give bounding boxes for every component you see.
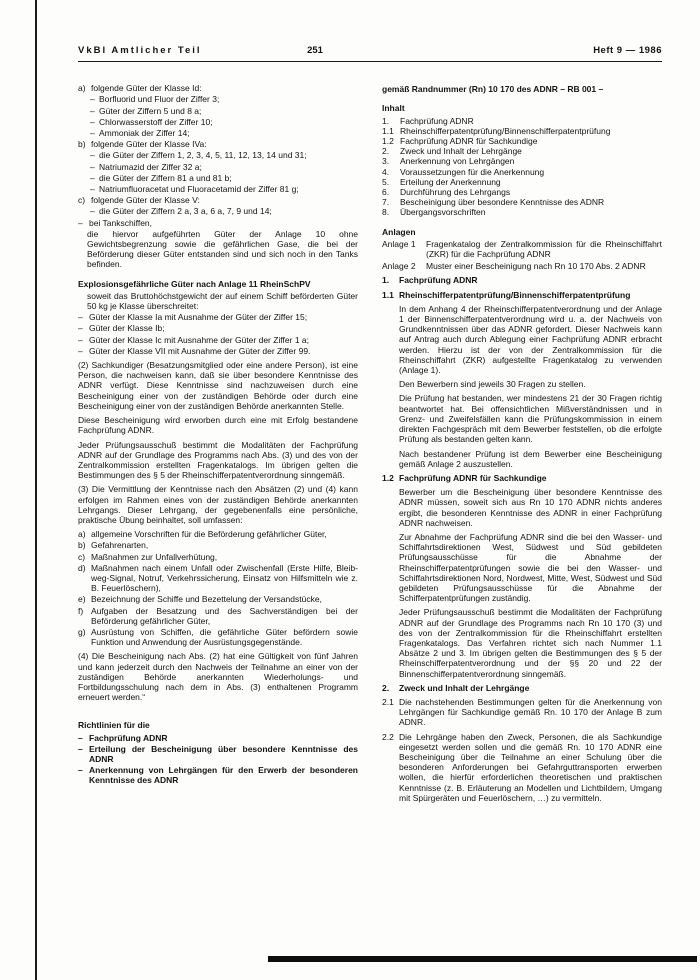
list-marker: –	[90, 94, 95, 105]
text-block	[382, 146, 662, 156]
text-block: Zur Abnahme der Fachprüfung ADNR sind die bei den Wasser- und Schiffahrtsdirektionen West, Südwest und Süd gebildeten Prüfungsausschüsse für die Abnahme der Rheinschifferpatentprüfungen sowie die bei den Wasser- und Schiffahrtsdirektionen Nord, Nordwest, Mitte, West, Südwest und Süd gebildeten Prüfungsausschüsse für die Abnahme der Schifferpatentprüfungen zuständig.	[399, 531, 662, 604]
block-text: Güter der Klasse Ib;	[89, 323, 165, 334]
block-text: Fachprüfung ADNR	[400, 115, 474, 126]
list-marker: Anlage 2	[382, 261, 416, 272]
block-text: Muster einer Bescheinigung nach Rn 10 170 Abs. 2 ADNR	[426, 261, 646, 272]
block-text: Die Lehrgänge haben den Zweck, Personen, die als Sachkundige eingesetzt werden sollen und die gemäß Rn. 10 170 ADNR eine Bescheinigung über die Teilnahme an einer Schulung über die besonderen Anforderungen bei Gefahrguttransporten erwerben wollen, die hierfür erforderlichen theoretischen und praktischen Kenntnisse (z. B. Erläuterung an Modellen und Lichtbildern, Umgang mit Spürgeräten und Feuerlöschern, …) zu vermitteln.	[399, 731, 662, 803]
text-block	[382, 207, 662, 217]
block-text: Erteilung der Bescheinigung über besondere Kenntnisse des ADNR	[89, 743, 358, 764]
text-block: Bewerber um die Bescheinigung über besondere Kenntnisse des ADNR müssen, soweit sich aus Rn 10 170 ADNR nichts anderes ergibt, die besonderen Kenntnisse des ADNR in einer Fachprüfung ADNR nachweisen.	[399, 487, 662, 528]
text-block: (4) Die Bescheinigung nach Abs. (2) hat eine Gültigkeit von fünf Jahren und kann jederzeit durch den Nachweis der Teilnahme an einer von der zuständigen Behörde anerkannten Wiederholungs- und Fortbildungsschulung nach dem in Abs. (3) enthaltenen Programm erneuert werden.“	[78, 651, 358, 703]
block-text: Güter der Klasse Ic mit Ausnahme der Güter der Ziffer 1 a;	[89, 334, 309, 345]
block-text: Gefahrenarten,	[91, 540, 149, 551]
block-text: Zweck und Inhalt der Lehrgänge	[399, 682, 530, 693]
list-marker: –	[78, 334, 83, 345]
text-block: Jeder Prüfungsausschuß bestimmt die Modalitäten der Fachprüfung ADNR auf der Grundlage des Programms nach Rn 10 170 (3) und des von der Zentralkommission für die Rheinschiffahrt erstellten Fragenkatalogs. Das Verfahren richtet sich nach Nummer 1.1 Absätze 2 und 3. Im übrigen gelten die Bestimmungen des § 5 der Rheinschifferpatentverordnung und der §§ 20 und 22 der Binnenschifferpatentverordnung sinngemäß.	[399, 607, 662, 679]
text-block	[78, 563, 358, 594]
text-block	[382, 290, 662, 300]
list-marker: –	[78, 743, 83, 754]
block-text: Aufgaben der Besatzung und des Sachverständigen bei der Beförderung gefährlicher Güter,	[91, 605, 358, 626]
list-marker: –	[78, 765, 83, 776]
text-block: Explosionsgefährliche Güter nach Anlage 11 RheinSchPV	[78, 278, 311, 289]
block-text: Voraussetzungen für die Anerkennung	[400, 166, 545, 177]
text-block	[382, 116, 662, 126]
list-marker: –	[90, 172, 95, 183]
text-block: Inhalt	[382, 103, 405, 114]
text-block	[382, 197, 662, 207]
text-block: (3) Die Vermittlung der Kenntnisse nach den Absätzen (2) und (4) kann erfolgen im Rahmen eines von der zuständigen Behörde anerkannten Lehrgangs. Dieser Lehrgang, der gegebenenfalls eine persönliche, praktische Übung beinhaltet, soll umfassen:	[78, 484, 358, 525]
journal-title: VkBl Amtlicher Teil	[78, 45, 202, 56]
list-marker: b)	[78, 139, 86, 150]
block-text: Ausrüstung von Schiffen, die gefährliche Güter befördern sowie Funktion und Anwendung der Ausrüstungsgegenstände.	[91, 626, 358, 648]
list-marker: 2.1	[382, 696, 394, 707]
text-block	[382, 473, 662, 483]
block-text: Fachprüfung ADNR für Sachkundige	[399, 472, 547, 483]
page-content	[78, 46, 662, 807]
block-text: die Güter der Ziffern 2 a, 3 a, 6 a, 7, 9 und 14;	[99, 206, 272, 217]
list-marker: –	[90, 161, 95, 172]
list-marker: Anlage 1	[382, 238, 416, 249]
list-marker: –	[78, 323, 83, 334]
list-marker: d)	[78, 562, 86, 573]
text-block	[78, 218, 358, 228]
list-marker: –	[78, 217, 83, 228]
text-block	[382, 177, 662, 187]
binding-line	[35, 0, 37, 980]
text-block	[90, 173, 358, 183]
footer-bar	[268, 956, 697, 962]
list-marker: c)	[78, 195, 86, 206]
text-block: In dem Anhang 4 der Rheinschifferpatentverordnung und der Anlage 1 der Binnenschifferpatentverordnung wird u. a. der Nachweis von Grundkenntnissen über das ADNR gefordert. Dieser Nachweis kann auf Antrag auch durch Ablegung einer Fachprüfung ADNR erbracht werden. Hierzu ist der von der Zentralkommission für die Rheinschiffahrt (ZKR) aufgestellte Fragenkatalog zu verwenden (Anlage 1).	[399, 303, 662, 376]
text-block	[90, 184, 358, 194]
block-text: folgende Güter der Klasse Id:	[91, 83, 202, 94]
list-marker: –	[90, 206, 95, 217]
text-block: Den Bewerbern sind jeweils 30 Fragen zu stellen.	[399, 379, 586, 390]
list-marker: –	[90, 150, 95, 161]
block-text: Güter der Klasse Ia mit Ausnahme der Güter der Ziffer 15;	[89, 312, 308, 323]
block-text: Bescheinigung über besondere Kenntnisse des ADNR	[400, 197, 605, 208]
text-block: Jeder Prüfungsausschuß bestimmt die Modalitäten der Fachprüfung ADNR auf der Grundlage des Programms nach Abs. (3) und des von der Zentralkommission erstellten Fragenkatalogs. Im übrigen gelten die Bestimmungen des § 5 der Rheinschifferpatentverordnung sinngemäß.	[78, 439, 358, 481]
list-marker: 1.2	[382, 136, 394, 147]
issue-label: Heft 9 — 1986	[593, 45, 662, 56]
list-marker: 3.	[382, 156, 390, 167]
text-block	[78, 765, 358, 785]
list-marker: a)	[78, 83, 86, 94]
block-text: Durchführung des Lehrgangs	[400, 187, 511, 198]
list-marker: –	[78, 732, 83, 743]
block-text: Bezeichnung der Schiffe und Bezettelung der Versandstücke,	[91, 594, 322, 605]
block-text: folgende Güter der Klasse V:	[91, 195, 200, 206]
block-text: Güter der Ziffern 5 und 8 a;	[99, 105, 202, 116]
list-marker: –	[90, 105, 95, 116]
text-block: Richtlinien für die	[78, 720, 150, 731]
text-block	[78, 552, 358, 562]
page-number: 251	[307, 45, 323, 56]
text-block	[90, 117, 358, 127]
list-marker: e)	[78, 594, 86, 605]
text-block	[90, 106, 358, 116]
text-block	[90, 162, 358, 172]
text-block	[78, 346, 358, 356]
list-marker: 1.2	[382, 472, 394, 483]
text-block	[78, 627, 358, 647]
text-block	[382, 732, 662, 803]
block-text: Erteilung der Anerkennung	[400, 176, 501, 187]
list-marker: –	[78, 345, 83, 356]
block-text: die Güter der Ziffern 1, 2, 3, 4, 5, 11, 12, 13, 14 und 31;	[99, 150, 307, 161]
list-marker: c)	[78, 551, 86, 562]
block-text: Fachprüfung ADNR	[399, 275, 478, 286]
list-marker: 2.	[382, 682, 390, 693]
list-marker: –	[78, 312, 83, 323]
text-block	[382, 261, 662, 271]
text-block	[382, 126, 662, 136]
text-block	[78, 335, 358, 345]
text-block	[382, 275, 662, 285]
text-block	[78, 195, 358, 205]
block-text: allgemeine Vorschriften für die Beförderung gefährlicher Güter,	[91, 529, 327, 540]
list-marker: 2.2	[382, 731, 394, 742]
list-marker: 1.	[382, 115, 390, 126]
right-column	[382, 82, 662, 807]
list-marker: g)	[78, 626, 86, 637]
text-block	[78, 594, 358, 604]
text-block: Anlagen	[382, 226, 416, 237]
block-text: die Güter der Ziffern 81 a und 81 b;	[99, 172, 232, 183]
text-block	[78, 139, 358, 149]
list-marker: 7.	[382, 197, 390, 208]
block-text: Anerkennung von Lehrgängen	[400, 156, 515, 167]
left-column	[78, 82, 358, 807]
list-marker: f)	[78, 605, 84, 616]
text-block	[382, 136, 662, 146]
block-text: Maßnahmen zur Unfallverhütung,	[91, 551, 218, 562]
text-block	[90, 206, 358, 216]
text-block	[78, 733, 358, 743]
block-text: Chlorwasserstoff der Ziffer 10;	[99, 116, 213, 127]
text-block	[90, 150, 358, 160]
list-marker: 2.	[382, 146, 390, 157]
block-text: Fachprüfung ADNR	[89, 732, 168, 743]
block-text: Maßnahmen nach einem Unfall oder Zwischenfall (Erste Hilfe, Bleib-weg-Signal, Notruf, Verkehrssicherung, Einsatz von Hilfsmitteln wie z. B. Feuerlöschern),	[91, 562, 358, 594]
text-block	[382, 697, 662, 728]
list-marker: 4.	[382, 166, 390, 177]
text-block: soweit das Bruttohöchstgewicht der auf einem Schiff beförderten Güter 50 kg je Klasse überschreitet:	[87, 290, 358, 312]
two-column-body	[78, 82, 662, 807]
block-text: Anerkennung von Lehrgängen für den Erwerb der besonderen Kenntnisse des ADNR	[89, 765, 358, 786]
block-text: Zweck und Inhalt der Lehrgänge	[400, 146, 522, 157]
text-block	[90, 128, 358, 138]
list-marker: –	[90, 184, 95, 195]
text-block: Die Prüfung hat bestanden, wer mindestens 21 der 30 Fragen richtig beantwortet hat. Bei offensichtlichen Mißverständnissen und in Grenz- und Zweifelsfällen kann die Prüfungskommission in einem direkten Fachgespräch mit dem Bewerber feststellen, ob die erfolgte Prüfung als bestanden gelten kann.	[399, 393, 662, 445]
list-marker: –	[90, 116, 95, 127]
text-block: gemäß Randnummer (Rn) 10 170 des ADNR – RB 001 –	[382, 84, 604, 95]
text-block	[78, 312, 358, 322]
block-text: Die nachstehenden Bestimmungen gelten für die Anerkennung von Lehrgängen für Sachkundige gemäß Rn. 10 170 der Anlage B zum ADNR.	[399, 696, 662, 728]
list-marker: b)	[78, 540, 86, 551]
text-block	[382, 239, 662, 259]
text-block	[382, 167, 662, 177]
list-marker: a)	[78, 529, 86, 540]
text-block	[78, 323, 358, 333]
text-block	[78, 540, 358, 550]
text-block	[382, 156, 662, 166]
list-marker: 5.	[382, 176, 390, 187]
list-marker: 8.	[382, 207, 390, 218]
text-block: die hiervor aufgeführten Güter der Anlage 10 ohne Gewichtsbegrenzung sowie die gefährlichen Gase, die bei der Beförderung dieser Güter entstanden sind und sich noch in den Tanks befinden.	[87, 228, 358, 270]
text-block	[78, 744, 358, 764]
text-block	[382, 187, 662, 197]
block-text: Übergangsvorschriften	[400, 207, 486, 218]
block-text: Fachprüfung ADNR für Sachkundige	[400, 136, 538, 147]
list-marker: 6.	[382, 187, 390, 198]
text-block	[78, 83, 358, 93]
block-text: Ammoniak der Ziffer 14;	[99, 128, 190, 139]
block-text: Borfluorid und Fluor der Ziffer 3;	[99, 94, 220, 105]
text-block: (2) Sachkundiger (Besatzungsmitglied oder eine andere Person), ist eine Person, die nachweisen kann, daß sie über besondere Kenntnisse des ADNR verfügt. Diese Kenntnisse sind nachzuweisen durch eine Bescheinigung einer von der zuständigen Behörde oder durch eine Bescheinigung einer von der zuständigen Behörde anerkannten Stelle.	[78, 360, 358, 411]
list-marker: –	[90, 128, 95, 139]
text-block	[90, 94, 358, 104]
list-marker: 1.1	[382, 125, 394, 136]
block-text: bei Tankschiffen,	[89, 217, 153, 228]
text-block: Diese Bescheinigung wird erworben durch eine mit Erfolg bestandene Fachprüfung ADNR.	[78, 415, 358, 436]
text-block	[78, 529, 358, 539]
block-text: Fragenkatalog der Zentralkommission für die Rheinschiffahrt (ZKR) für die Fachprüfung ADNR	[426, 238, 662, 260]
block-text: Natriumazid der Ziffer 32 a;	[99, 161, 202, 172]
block-text: Rheinschifferpatentprüfung/Binnenschifferpatentprüfung	[400, 125, 611, 136]
text-block: Nach bestandener Prüfung ist dem Bewerber eine Bescheinigung gemäß Anlage 2 auszustellen.	[399, 448, 662, 469]
block-text: folgende Güter der Klasse IVa:	[91, 139, 207, 150]
list-marker: 1.1	[382, 289, 394, 300]
block-text: Natriumfluoracetat und Fluoracetamid der Ziffer 81 g;	[99, 184, 299, 195]
block-text: Güter der Klasse VII mit Ausnahme der Güter der Ziffer 99.	[89, 345, 311, 356]
text-block	[78, 606, 358, 626]
block-text: Rheinschifferpatentprüfung/Binnenschifferpatentprüfung	[399, 289, 631, 300]
page-header	[78, 46, 662, 62]
list-marker: 1.	[382, 275, 390, 286]
text-block	[382, 683, 662, 693]
